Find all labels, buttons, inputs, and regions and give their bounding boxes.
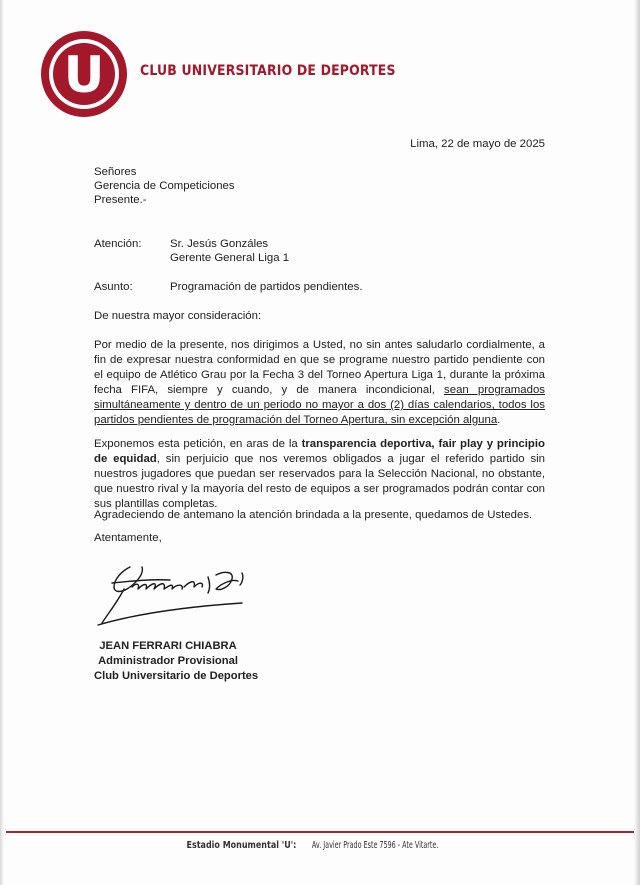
recipient-line: Gerencia de Competiciones: [94, 180, 235, 192]
paragraph-text: Por medio de la presente, nos dirigimos a Usted, no sin antes saludarlo cordialmente, a fin de expresar nuestra conformidad en que se programe nuestro partido pendiente con el equipo de Atlético Grau por la Fecha 3 del Torneo Apertura Liga 1, durante la próxima fecha FIFA, siempre y cuando, y de manera incondicional,: [94, 339, 545, 396]
club-logo: [38, 28, 130, 120]
handwritten-signature: [92, 553, 257, 631]
page-edge-shadow-left: [0, 0, 4, 885]
signer-organization: Club Universitario de Deportes: [94, 670, 259, 682]
attention-name: Sr. Jesús Gonzáles: [170, 238, 269, 250]
signer-name: JEAN FERRARI CHIABRA: [99, 640, 237, 652]
closing: Atentamente,: [94, 532, 162, 544]
footer-address: [0, 840, 640, 851]
footer-divider: [6, 831, 634, 833]
attention-title: Gerente General Liga 1: [170, 252, 290, 264]
body-paragraph-2: [94, 437, 545, 512]
signer-position: Administrador Provisional: [98, 655, 238, 667]
signer-block: [94, 639, 259, 684]
underlined-condition: sean programados simultáneamente y dentro de un periodo no mayor a dos (2) días calendarios, todos los partidos pendientes de programación del Torneo Apertura, sin excepción alguna: [94, 384, 545, 426]
letter-date: Lima, 22 de mayo de 2025: [410, 138, 545, 150]
body-paragraph-3: Agradeciendo de antemano la atención brindada a la presente, quedamos de Ustedes.: [94, 509, 533, 521]
attention-value: [170, 237, 289, 265]
recipient-block: [94, 165, 235, 207]
subject-label: Asunto:: [94, 281, 133, 293]
paragraph-text-end: , sin perjuicio que nos veremos obligados a jugar el referido partido sin nuestros jugadores que puedan ser reservados para la Selección Nacional, no obstante, que nuestro rival y la mayoría del resto de equipos a ser programados podrán contar con sus plantillas completas.: [94, 453, 546, 510]
subject-value: Programación de partidos pendientes.: [170, 281, 363, 293]
paragraph-text: Exponemos esta petición, en aras de la: [94, 438, 302, 450]
recipient-line: Señores: [94, 166, 137, 178]
salutation: De nuestra mayor consideración:: [94, 310, 262, 322]
recipient-line: Presente.-: [94, 194, 147, 206]
attention-label: Atención:: [94, 238, 142, 250]
footer-address-text: Av. Javier Prado Este 7596 - Ate Vitarte.: [311, 840, 439, 851]
body-paragraph-1: [94, 338, 545, 428]
bold-emphasis: transparencia deportiva, fair play y principio de equidad: [94, 438, 545, 465]
page-edge-shadow-right: [634, 0, 640, 885]
logo-letter: U: [63, 46, 105, 104]
footer-label: Estadio Monumental 'U':: [186, 840, 296, 851]
club-name: CLUB UNIVERSITARIO DE DEPORTES: [140, 63, 396, 79]
paragraph-text-end: .: [497, 414, 501, 426]
